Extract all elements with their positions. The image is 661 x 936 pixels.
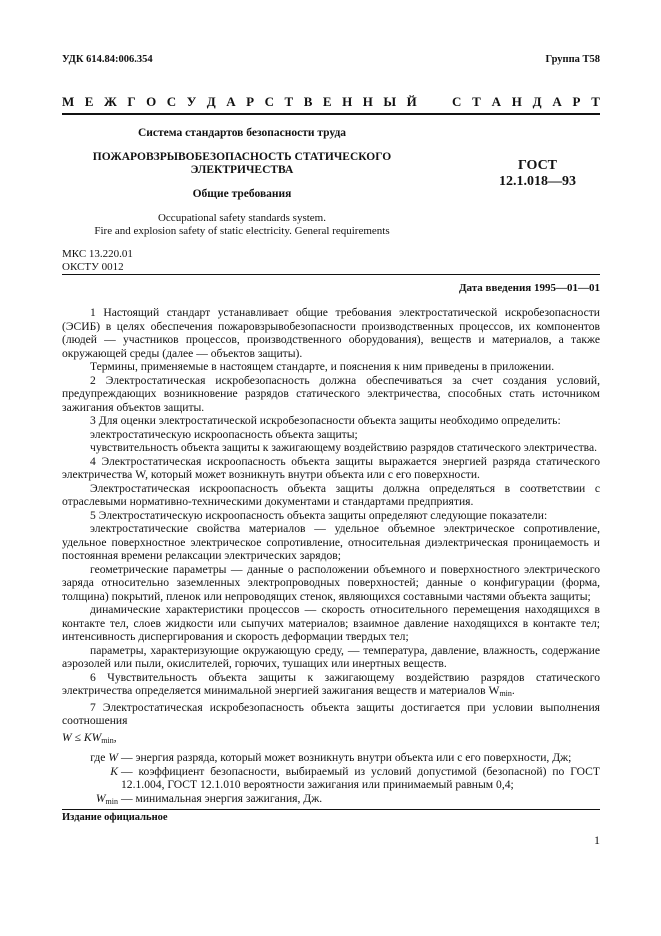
formula-rhs: KW <box>83 730 102 744</box>
definition-symbol: W <box>108 751 118 764</box>
banner-letter: Ж <box>103 94 117 109</box>
paragraph-4: 4 Электростатическая искроопасность объекта защиты выражается энергией разряда статического электричества W, который может возникнуть внутри объекта или с его поверхности. <box>62 454 600 481</box>
paragraph-6-subscript: min <box>499 689 512 698</box>
english-line-1: Occupational safety standards system. <box>157 212 326 224</box>
safety-formula <box>62 731 600 748</box>
banner-letter: В <box>303 94 313 109</box>
banner-letter: Н <box>362 94 373 109</box>
paragraph-7: 7 Электростатическая искробезопасность объекта защиты достигается при условии выполнения соотношения <box>62 700 600 727</box>
banner-letter: Д <box>206 94 216 109</box>
paragraph-terms: Термины, применяемые в настоящем стандарте, и пояснения к ним приведены в приложении. <box>90 360 555 373</box>
banner-letter: М <box>62 94 75 109</box>
english-title <box>62 212 422 238</box>
banner-letter: Е <box>84 94 94 109</box>
english-line-2: Fire and explosion safety of static electricity. General requirements <box>94 225 390 237</box>
paragraph-3-item-1: электростатическую искроопасность объекта защиты; <box>90 427 358 441</box>
definition-symbol: W <box>95 791 106 805</box>
banner-letter: Т <box>472 94 481 109</box>
paragraph-6-end: . <box>511 684 515 697</box>
gost-number: 12.1.018—93 <box>499 174 576 189</box>
paragraph-3-item-2: чувствительность объекта защиты к зажигающему воздействию разрядов статического электричества. <box>90 441 598 454</box>
definition-subscript: min <box>105 796 118 806</box>
definition-row <box>62 792 600 809</box>
gost-designation <box>475 158 600 190</box>
paragraph-5: 5 Электростатическую искроопасность объекта защиты определяют следующие показатели: <box>90 508 548 522</box>
formula-tail: , <box>113 730 117 744</box>
formula-definitions <box>62 751 600 808</box>
definition-row <box>62 765 600 792</box>
banner-letter: А <box>552 94 562 109</box>
banner-letter: Р <box>246 94 255 109</box>
banner-letter: С <box>452 94 462 109</box>
banner-rule <box>62 113 600 115</box>
definition-prefix: где <box>90 751 109 764</box>
banner-letter: Д <box>532 94 542 109</box>
group-code: Группа Т58 <box>545 54 600 65</box>
paragraph-6 <box>62 671 600 701</box>
paragraph-1: 1 Настоящий стандарт устанавливает общие требования электростатической искробезопасности (ЭСИБ) в целях обеспечения пожаровзрывобезопасности производственных процессов, их компонентов (людей — участников процессов, производственного оборудования), веществ и материалов, а также окружающей среды (далее — объектов защиты). <box>62 306 600 360</box>
banner-letter: А <box>491 94 501 109</box>
definition-description: — коэффициент безопасности, выбираемый из условий допустимой (безопасной) по ГОСТ 12.1.004, ГОСТ 12.1.010 вероятности зажигания или принимаемый равным 0,4; <box>121 764 600 791</box>
introduction-date: Дата введения 1995—01—01 <box>458 282 600 294</box>
banner-letter: Е <box>322 94 332 109</box>
definition-term <box>62 792 121 809</box>
definition-symbol: K <box>110 764 118 778</box>
paragraph-2: 2 Электростатическая искробезопасность должна обеспечиваться за счет создания условий, предупреждающих возникновение разрядов статического электричества, способных стать источником зажигания объектов защиты. <box>62 373 600 414</box>
paragraph-4-note: Электростатическая искроопасность объекта защиты должна определяться в соответствии с отраслевыми нормативно-техническими документами и стандартами предприятия. <box>62 481 600 508</box>
udk-code: УДК 614.84:006.354 <box>62 54 153 65</box>
document-body <box>62 306 600 808</box>
formula-operator: ≤ <box>74 730 81 744</box>
page-number: 1 <box>594 833 600 847</box>
paragraph-5-item-1: электростатические свойства материалов — удельное объемное электрическое сопротивление, удельное поверхностное электрическое сопротивление, относительная диэлектрическая проницаемость и постоянная времени релаксации электрических зарядов; <box>62 522 600 562</box>
banner-letter: Р <box>572 94 581 109</box>
banner-letter: У <box>186 94 197 109</box>
definition-description: — энергия разряда, который может возникнуть внутри объекта или с его поверхности, Дж; <box>121 751 572 764</box>
paragraph-5-item-3: динамические характеристики процессов — скорость относительного перемещения находящихся в контакте тел, слоев жидкости или сыпучих материалов; взаимное давление находящихся в контакте тел; интенсивность диспергирования и скорость деформации твердых тел; <box>62 603 600 643</box>
paragraph-3: 3 Для оценки электростатической искробезопасности объекта защиты необходимо определить: <box>90 414 561 427</box>
title-line-2: ЭЛЕКТРИЧЕСТВА <box>190 164 294 176</box>
formula-subscript: min <box>101 735 114 745</box>
paragraph-6-text: 6 Чувствительность объекта защиты к зажигающему воздействию разрядов статического электричества определяется минимальной энергией зажигания веществ и материалов W <box>62 670 600 697</box>
banner-word-interstate <box>62 94 417 110</box>
definition-row <box>62 751 600 765</box>
banner-letter: Т <box>284 94 294 109</box>
mks-code: МКС 13.220.01 <box>62 248 133 260</box>
interstate-standard-banner <box>62 94 600 110</box>
paragraph-5-item-4: параметры, характеризующие окружающую среду, — температура, давление, влажность, содержание аэрозолей или пыли, окислителей, горючих, тушащих или инертных веществ. <box>62 643 600 670</box>
banner-letter: О <box>146 94 157 109</box>
banner-letter: С <box>264 94 274 109</box>
banner-letter: С <box>166 94 177 109</box>
banner-letter: Й <box>406 94 417 109</box>
definition-term <box>62 751 121 765</box>
definition-description: — минимальная энергия зажигания, Дж. <box>121 791 323 805</box>
banner-word-standard <box>452 94 600 110</box>
footer-rule <box>62 809 600 810</box>
definition-term <box>62 765 121 792</box>
banner-letter: Ы <box>383 94 397 109</box>
formula-lhs: W <box>62 730 72 744</box>
official-edition: Издание официальное <box>62 812 168 823</box>
paragraph-5-item-2: геометрические параметры — данные о расположении объемного и поверхностного электрического заряда относительно заземленных электропроводных поверхностей; данные о конфигурации (форма, толщина) покрытий, пленок или непроводящих стенок, являющихся составными частями объекта защиты; <box>62 562 600 603</box>
banner-letter: Г <box>127 94 136 109</box>
title-line-1: ПОЖАРОВЗРЫВОБЕЗОПАСНОСТЬ СТАТИЧЕСКОГО <box>92 151 392 163</box>
gost-label: ГОСТ <box>517 158 558 173</box>
banner-letter: А <box>226 94 236 109</box>
document-title <box>62 151 422 177</box>
standards-system: Система стандартов безопасности труда <box>137 127 347 139</box>
codes-rule <box>62 274 600 275</box>
classification-codes <box>62 248 133 274</box>
banner-letter: Н <box>511 94 522 109</box>
document-subtitle: Общие требования <box>192 188 292 200</box>
banner-letter: Н <box>342 94 353 109</box>
okstu-code: ОКСТУ 0012 <box>62 261 124 273</box>
banner-letter: Т <box>591 94 600 109</box>
